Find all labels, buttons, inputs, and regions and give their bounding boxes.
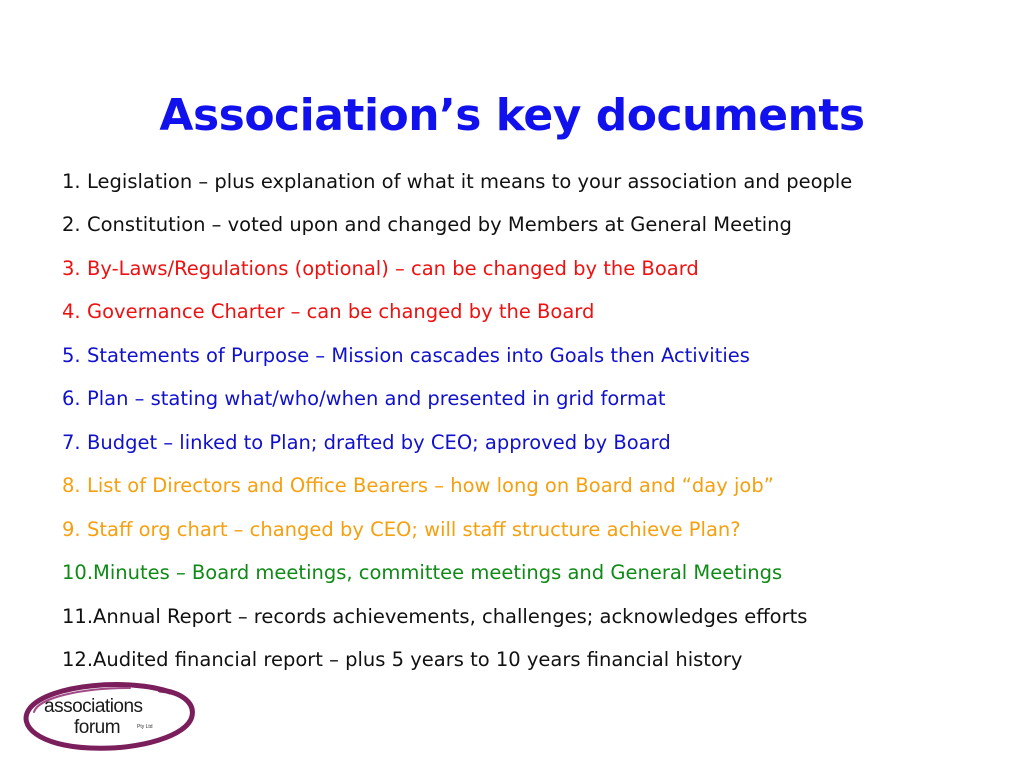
list-item-number: 7.	[62, 430, 81, 454]
list-item	[62, 465, 1002, 509]
list-item	[62, 247, 1002, 291]
list-item-number: 11.	[62, 604, 94, 628]
list-item	[62, 204, 1002, 248]
list-item-text: Annual Report – records achievements, challenges; acknowledges efforts	[93, 604, 808, 628]
list-item-number: 3.	[62, 256, 81, 280]
list-item-number: 8.	[62, 474, 81, 498]
list-item	[62, 421, 1002, 465]
document-list	[62, 160, 1002, 682]
list-item	[62, 378, 1002, 422]
list-item-text: Audited financial report – plus 5 years to 10 years financial history	[93, 648, 743, 672]
list-item-text: Minutes – Board meetings, committee meetings and General Meetings	[93, 561, 783, 585]
list-item	[62, 595, 1002, 639]
list-item-number: 5.	[62, 343, 81, 367]
list-item-text: Staff org chart – changed by CEO; will staff structure achieve Plan?	[87, 517, 741, 541]
logo-suffix: Pty Ltd	[137, 724, 153, 730]
list-item	[62, 291, 1002, 335]
list-item	[62, 508, 1002, 552]
list-item-text: Statements of Purpose – Mission cascades into Goals then Activities	[87, 343, 750, 367]
list-item-text: Budget – linked to Plan; drafted by CEO; approved by Board	[87, 430, 671, 454]
list-item-number: 1.	[62, 169, 81, 193]
associations-forum-logo	[20, 682, 196, 752]
list-item-text: Governance Charter – can be changed by the Board	[87, 300, 595, 324]
list-item	[62, 639, 1002, 683]
list-item-text: Plan – stating what/who/when and presented in grid format	[87, 387, 666, 411]
list-item-number: 12.	[62, 648, 94, 672]
logo-line1: associations	[44, 696, 143, 717]
list-item-number: 10.	[62, 561, 94, 585]
list-item	[62, 160, 1002, 204]
list-item	[62, 552, 1002, 596]
list-item-text: By-Laws/Regulations (optional) – can be changed by the Board	[87, 256, 699, 280]
list-item-text: Constitution – voted upon and changed by Members at General Meeting	[87, 213, 792, 237]
slide-title: Association’s key documents	[159, 90, 865, 141]
logo-line2: forum	[74, 717, 121, 738]
list-item-text: Legislation – plus explanation of what it means to your association and people	[87, 169, 853, 193]
list-item-number: 9.	[62, 517, 81, 541]
list-item	[62, 334, 1002, 378]
list-item-text: List of Directors and Office Bearers – how long on Board and “day job”	[87, 474, 774, 498]
list-item-number: 2.	[62, 213, 81, 237]
list-item-number: 4.	[62, 300, 81, 324]
list-item-number: 6.	[62, 387, 81, 411]
